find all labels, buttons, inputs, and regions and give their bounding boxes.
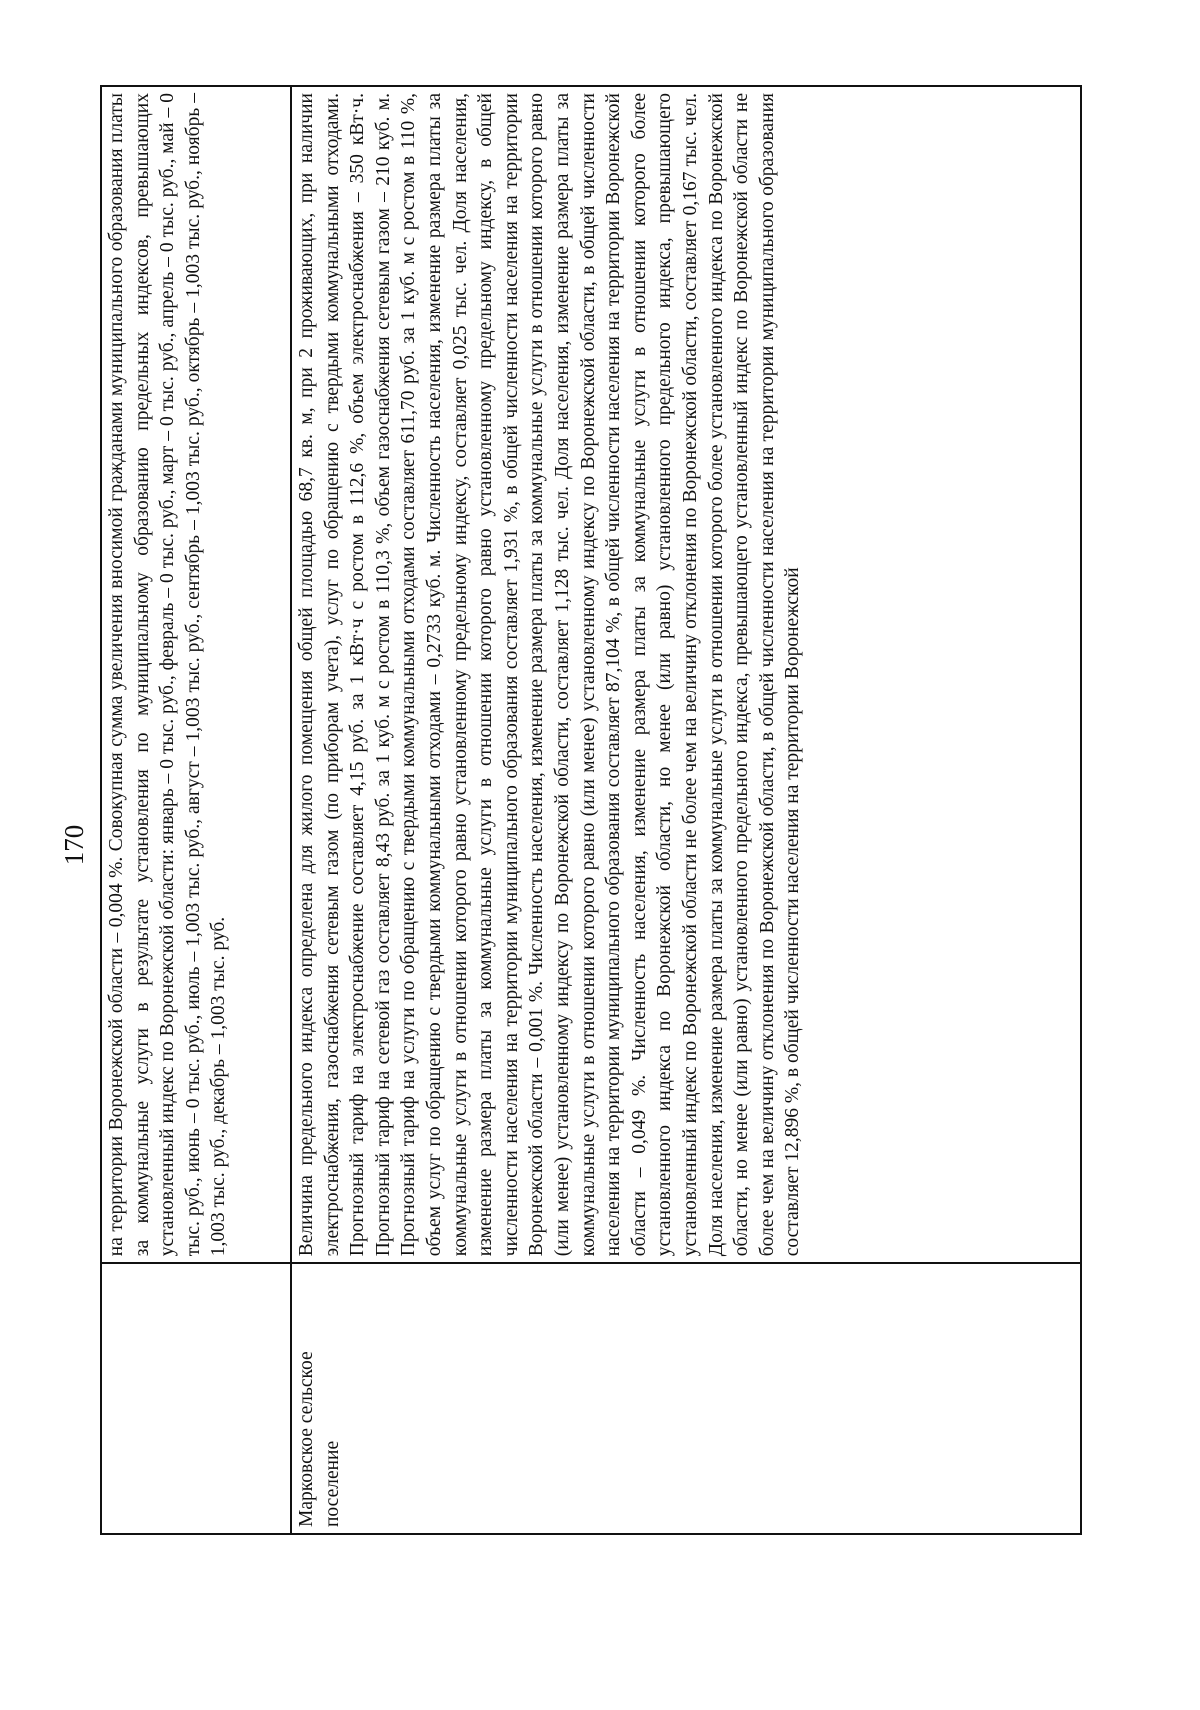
rotated-table-container	[100, 85, 1082, 1535]
description-cell: Величина предельного индекса определена для жилого помещения общей площадью 68,7 кв. м, при 2 проживающих, при наличии электроснабжения, газоснабжения сетевым газом (по приборам учета), услуг по обращению с твердыми коммунальными отходами. Прогнозный тариф на электроснабжение составляет 4,15 руб. за 1 кВт·ч с ростом в 112,6 %, объем электроснабжения – 350 кВт·ч. Прогнозный тариф на сетевой газ составляет 8,43 руб. за 1 куб. м с ростом в 110,3 %, объем газоснабжения сетевым газом – 210 куб. м. Прогнозный тариф на услуги по обращению с твердыми коммунальными отходами составляет 611,70 руб. за 1 куб. м с ростом в 110 %, объем услуг по обращению с твердыми коммунальными отходами – 0,2733 куб. м. Численность населения, изменение размера платы за коммунальные услуги в отношении которого равно установленному предельному индексу, составляет 0,025 тыс. чел. Доля населения, изменение размера платы за коммунальные услуги в отношении которого равно установленному предельному индексу, в общей численности населения на территории муниципального образования составляет 1,931 %, в общей численности населения на территории Воронежской области – 0,001 %. Численность населения, изменение размера платы за коммунальные услуги в отношении которого равно (или менее) установленному индексу по Воронежской области, составляет 1,128 тыс. чел. Доля населения, изменение размера платы за коммунальные услуги в отношении которого равно (или менее) установленному индексу по Воронежской области, в общей численности населения на территории муниципального образования составляет 87,104 %, в общей численности населения на территории Воронежской области – 0,049 %. Численность населения, изменение размера платы за коммунальные услуги в отношении которого более установленного индекса по Воронежской области, но менее (или равно) установленного предельного индекса, превышающего установленный индекс по Воронежской области не более чем на величину отклонения по Воронежской области, составляет 0,167 тыс. чел. Доля населения, изменение размера платы за коммунальные услуги в отношении которого более установленного индекса по Воронежской области, но менее (или равно) установленного предельного индекса, превышающего установленный индекс по Воронежской области не более чем на величину отклонения по Воронежской области, в общей численности населения на территории муниципального образования составляет 12,896 %, в общей численности населения на территории Воронежской	[291, 86, 1081, 1263]
municipality-index-table	[100, 85, 1082, 1535]
table-row	[101, 86, 291, 1534]
description-cell: на территории Воронежской области – 0,004 %. Совокупная сумма увеличения вносимой гражданами муниципального образования платы за коммунальные услуги в результате установления по муниципальному образованию предельных индексов, превышающих установленный индекс по Воронежской области: январь – 0 тыс. руб., февраль – 0 тыс. руб., март – 0 тыс. руб., апрель – 0 тыс. руб., май – 0 тыс. руб., июнь – 0 тыс. руб., июль – 1,003 тыс. руб., август – 1,003 тыс. руб., сентябрь – 1,003 тыс. руб., октябрь – 1,003 тыс. руб., ноябрь – 1,003 тыс. руб., декабрь – 1,003 тыс. руб.	[101, 86, 291, 1263]
table-row	[291, 86, 1081, 1534]
municipality-name-cell: Марковское сельское поселение	[291, 1263, 1081, 1534]
page-number: 170	[59, 824, 89, 866]
municipality-name-cell	[101, 1263, 291, 1534]
